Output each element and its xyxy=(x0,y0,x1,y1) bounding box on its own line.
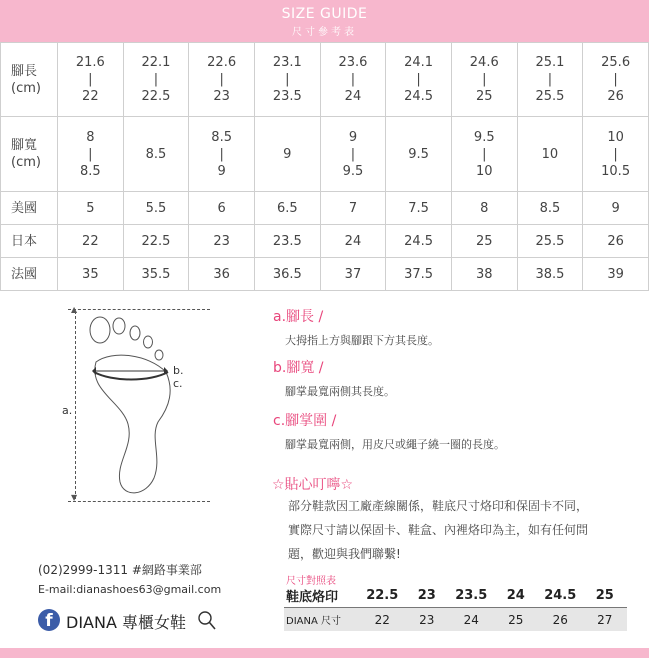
size-cell: 23.6 | 24 xyxy=(320,43,386,117)
size-row xyxy=(1,192,649,225)
label-b: b. xyxy=(173,364,184,377)
ref-table-title: 尺寸對照表 xyxy=(286,576,336,587)
size-cell: 35.5 xyxy=(123,258,189,291)
length-line xyxy=(75,311,76,499)
size-cell: 22.5 xyxy=(123,225,189,258)
size-cell: 9 xyxy=(583,192,649,225)
size-cell: 23 xyxy=(189,225,255,258)
ref-cell: 24.5 xyxy=(538,584,583,608)
measure-girth xyxy=(273,410,505,452)
tip-line: 部分鞋款因工廠產線關係，鞋底尺寸烙印和保固卡不同， xyxy=(288,499,589,513)
ref-table xyxy=(284,584,627,631)
size-cell: 7 xyxy=(320,192,386,225)
size-cell: 10 | 10.5 xyxy=(583,117,649,192)
size-cell: 23.5 xyxy=(254,225,320,258)
measure-width-desc: 腳掌最寬兩側其長度。 xyxy=(285,385,395,398)
ref-cell: 23 xyxy=(405,608,450,632)
size-cell: 6.5 xyxy=(254,192,320,225)
size-cell: 25.1 | 25.5 xyxy=(517,43,583,117)
size-cell: 26 xyxy=(583,225,649,258)
ref-cell: 22.5 xyxy=(360,584,405,608)
measure-width xyxy=(273,357,395,399)
measure-girth-title: c.腳掌圍 / xyxy=(273,413,337,429)
measure-length-desc: 大拇指上方與腳跟下方其長度。 xyxy=(285,334,439,347)
size-cell: 38 xyxy=(451,258,517,291)
measure-length-title: a.腳長 / xyxy=(273,309,324,325)
size-cell: 24.5 xyxy=(386,225,452,258)
size-row-label: 法國 xyxy=(1,258,58,291)
size-cell: 10 xyxy=(517,117,583,192)
ref-cell: 26 xyxy=(538,608,583,632)
size-cell: 24 xyxy=(320,225,386,258)
ref-cell: 24 xyxy=(494,584,539,608)
size-cell: 9 | 9.5 xyxy=(320,117,386,192)
size-cell: 24.6 | 25 xyxy=(451,43,517,117)
contact-phone: (02)2999-1311 #網路事業部 xyxy=(38,563,202,577)
size-cell: 22 xyxy=(58,225,124,258)
ref-row-sole xyxy=(284,584,627,608)
size-cell: 7.5 xyxy=(386,192,452,225)
tip-line: 題，歡迎與我們聯繫! xyxy=(288,547,401,561)
ref-cell: 27 xyxy=(583,608,628,632)
size-table xyxy=(0,42,649,291)
size-cell: 9.5 xyxy=(386,117,452,192)
size-cell: 37.5 xyxy=(386,258,452,291)
size-cell: 25.6 | 26 xyxy=(583,43,649,117)
measure-length xyxy=(273,306,439,348)
banner-title: SIZE GUIDE xyxy=(281,6,368,22)
ref-cell: 22 xyxy=(360,608,405,632)
size-cell: 38.5 xyxy=(517,258,583,291)
size-cell: 5 xyxy=(58,192,124,225)
size-cell: 6 xyxy=(189,192,255,225)
measure-width-title: b.腳寬 / xyxy=(273,360,324,376)
size-cell: 35 xyxy=(58,258,124,291)
size-row-label: 美國 xyxy=(1,192,58,225)
size-row xyxy=(1,225,649,258)
size-row xyxy=(1,258,649,291)
size-row-label: 腳長 (cm) xyxy=(1,43,58,117)
size-row-label: 腳寬 (cm) xyxy=(1,117,58,192)
size-row-label: 日本 xyxy=(1,225,58,258)
tip-body xyxy=(288,494,633,566)
ref-cell: 23 xyxy=(405,584,450,608)
brand-name: DIANA 專櫃女鞋 xyxy=(66,613,186,632)
size-cell: 22.1 | 22.5 xyxy=(123,43,189,117)
size-cell: 8 | 8.5 xyxy=(58,117,124,192)
size-cell: 25.5 xyxy=(517,225,583,258)
label-a: a. xyxy=(62,404,73,417)
tip-line: 實際尺寸請以保固卡、鞋盒、內裡烙印為主，如有任何問 xyxy=(288,523,589,537)
size-cell: 23.1 | 23.5 xyxy=(254,43,320,117)
contact-email[interactable]: E-mail:dianashoes63@gmail.com xyxy=(38,583,222,596)
size-cell: 24.1 | 24.5 xyxy=(386,43,452,117)
ref-cell: 23.5 xyxy=(449,584,494,608)
size-cell: 9 xyxy=(254,117,320,192)
bottom-dash-line xyxy=(68,501,210,502)
facebook-icon[interactable]: f xyxy=(38,609,60,631)
ref-cell: 25 xyxy=(583,584,628,608)
size-row xyxy=(1,43,649,117)
ref-cell: 24 xyxy=(449,608,494,632)
size-guide-banner xyxy=(0,0,649,42)
size-row xyxy=(1,117,649,192)
bottom-bar xyxy=(0,648,649,658)
search-icon[interactable] xyxy=(198,611,216,631)
size-cell: 22.6 | 23 xyxy=(189,43,255,117)
size-cell: 25 xyxy=(451,225,517,258)
label-c: c. xyxy=(173,377,183,390)
tip-title: ☆貼心叮嚀☆ xyxy=(272,477,354,493)
size-cell: 8.5 xyxy=(517,192,583,225)
size-cell: 8 xyxy=(451,192,517,225)
banner-subtitle: 尺寸參考表 xyxy=(292,27,357,38)
tip-section xyxy=(272,474,589,561)
size-cell: 37 xyxy=(320,258,386,291)
size-cell: 5.5 xyxy=(123,192,189,225)
size-cell: 21.6 | 22 xyxy=(58,43,124,117)
ref-row-diana xyxy=(284,608,627,632)
size-cell: 39 xyxy=(583,258,649,291)
ref-cell: 25 xyxy=(494,608,539,632)
size-cell: 8.5 xyxy=(123,117,189,192)
size-cell: 8.5 | 9 xyxy=(189,117,255,192)
ref-row-label: 鞋底烙印 xyxy=(284,584,360,608)
size-cell: 36.5 xyxy=(254,258,320,291)
measure-girth-desc: 腳掌最寬兩側，用皮尺或繩子繞一圈的長度。 xyxy=(285,438,505,451)
size-cell: 9.5 | 10 xyxy=(451,117,517,192)
size-cell: 36 xyxy=(189,258,255,291)
foot-outline-icon xyxy=(82,310,182,500)
ref-row-label: DIANA 尺寸 xyxy=(284,608,360,632)
